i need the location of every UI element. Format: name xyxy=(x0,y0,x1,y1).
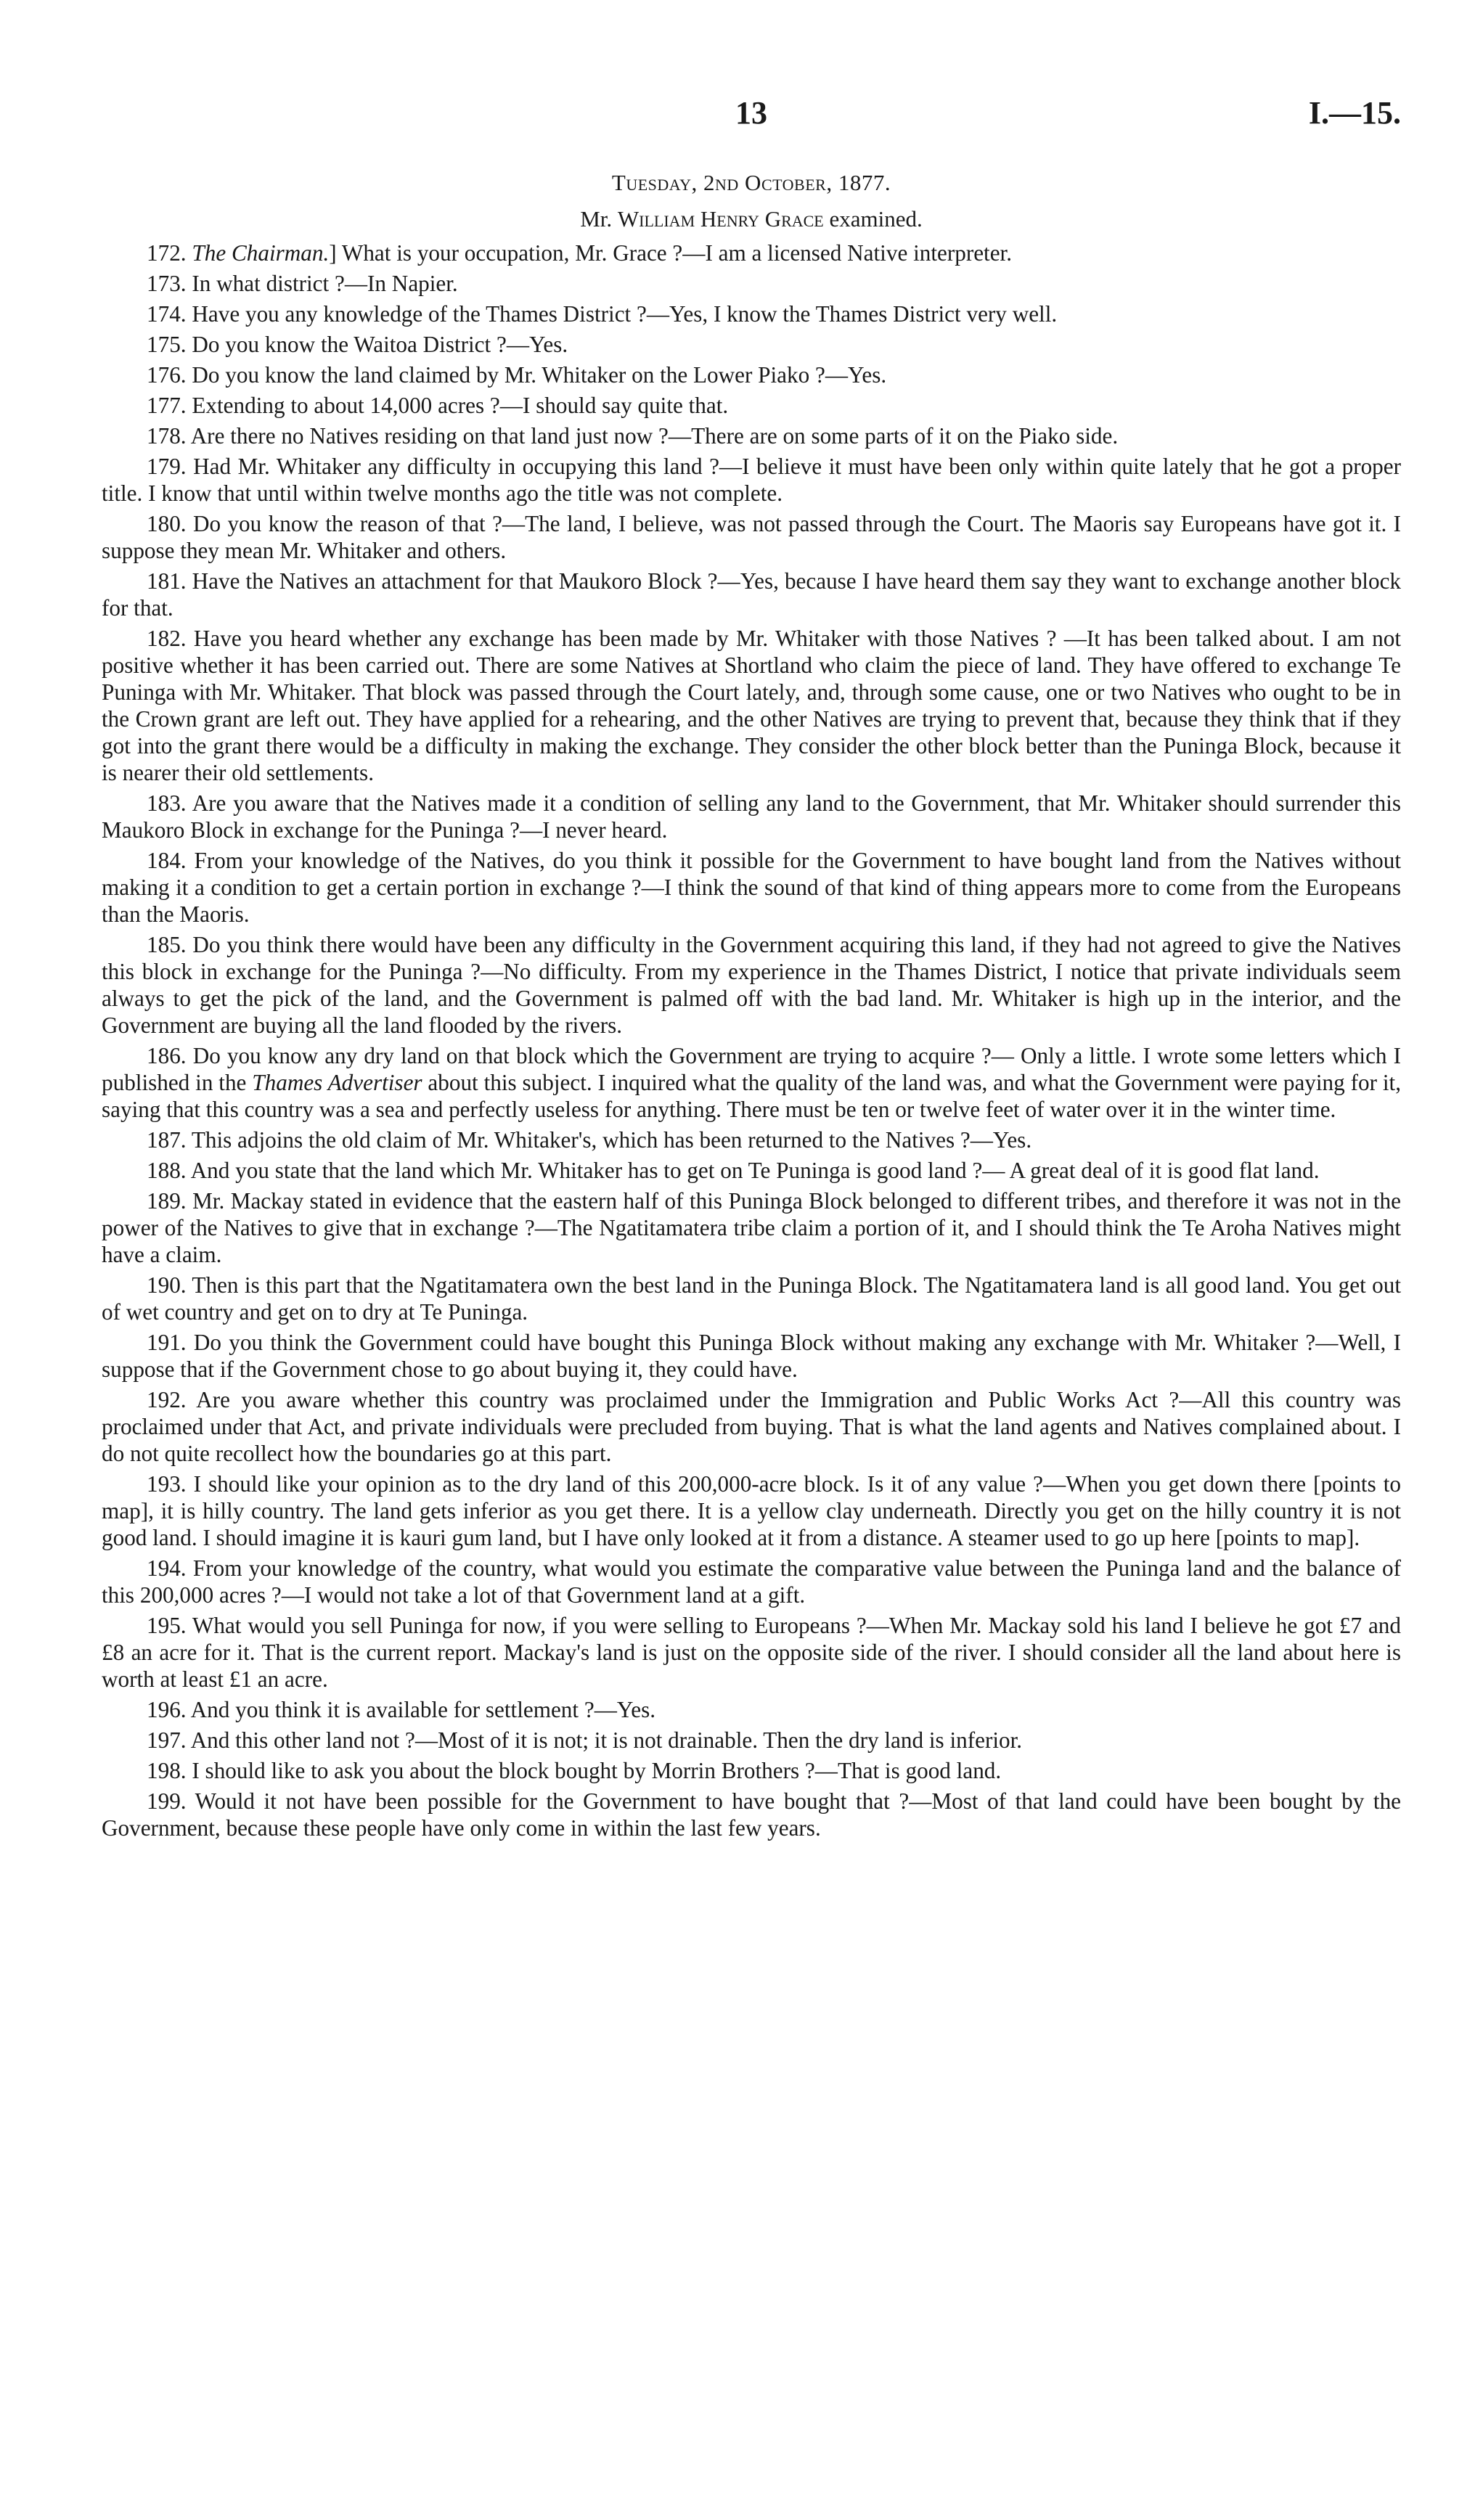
paragraph-text: And you think it is available for settlement ?—Yes. xyxy=(190,1697,656,1722)
question-number: 177. xyxy=(147,393,187,418)
witness-prefix: Mr. xyxy=(580,206,613,232)
question-number: 196. xyxy=(147,1697,187,1722)
series-reference: I.—15. xyxy=(1308,95,1401,131)
evidence-paragraph xyxy=(102,1042,1401,1123)
paragraph-text: What would you sell Puninga for now, if you were selling to Europeans ?—When Mr. Mackay sold his land I believe he got £7 and £8 an acre for it. That is the current report. Mackay's land is just on the opposite side of the river. I should consider all the land about here is worth at least £1 an acre. xyxy=(102,1613,1401,1692)
evidence-paragraph xyxy=(102,790,1401,843)
evidence-paragraph xyxy=(102,331,1401,358)
question-number: 199. xyxy=(147,1788,187,1814)
paragraph-text: Do you know the land claimed by Mr. Whitaker on the Lower Piako ?—Yes. xyxy=(192,362,887,388)
witness-heading xyxy=(102,206,1401,232)
question-number: 187. xyxy=(147,1127,187,1153)
publication-title: Thames Advertiser xyxy=(252,1070,422,1095)
evidence-paragraph xyxy=(102,1187,1401,1268)
question-number: 189. xyxy=(147,1188,187,1214)
evidence-paragraph xyxy=(102,1696,1401,1723)
paragraph-text: ] What is your occupation, Mr. Grace ?—I am a licensed Native interpreter. xyxy=(329,240,1013,266)
question-number: 184. xyxy=(147,848,187,873)
evidence-paragraph xyxy=(102,847,1401,928)
paragraph-text: From your knowledge of the country, what would you estimate the comparative value between the Puninga land and the balance of this 200,000 acres ?—I would not take a lot of that Government land at a gift. xyxy=(102,1555,1402,1608)
question-number: 181. xyxy=(147,568,187,594)
evidence-paragraph xyxy=(102,270,1401,297)
question-number: 193. xyxy=(147,1471,187,1497)
question-number: 188. xyxy=(147,1158,187,1183)
question-number: 197. xyxy=(147,1727,187,1753)
evidence-paragraph xyxy=(102,422,1401,449)
question-number: 191. xyxy=(147,1330,187,1355)
witness-suffix: examined. xyxy=(829,206,923,232)
paragraph-text: From your knowledge of the Natives, do you think it possible for the Government to have bought land from the Natives without making it a condition to get a certain portion in exchange ?—I think the sound of that kind of thing appears more to come from the Europeans than the Maoris. xyxy=(102,848,1401,927)
evidence-paragraph xyxy=(102,931,1401,1039)
paragraph-text: Then is this part that the Ngatitamatera own the best land in the Puninga Block. The Ngatitamatera land is all good land. You get out of wet country and get on to dry at Te Puninga. xyxy=(102,1272,1402,1325)
paragraph-text: Mr. Mackay stated in evidence that the eastern half of this Puninga Block belonged to different tribes, and therefore it was not in the power of the Natives to give that in exchange ?—The Ngatitamatera tribe claim a portion of it, and I should think the Te Aroha Natives might have a claim. xyxy=(102,1188,1401,1267)
witness-name: William Henry Grace xyxy=(617,206,824,232)
question-number: 198. xyxy=(147,1758,187,1783)
paragraph-text-tail: about this subject. I inquired what the quality of the land was, and what the Government were paying for it, saying that this country was a sea and perfectly useless for anything. There must be ten or twelve feet of water over it in the winter time. xyxy=(102,1070,1401,1122)
page-header xyxy=(102,94,1401,145)
paragraph-text: And you state that the land which Mr. Whitaker has to get on Te Puninga is good land ?— A great deal of it is good flat land. xyxy=(190,1158,1320,1183)
evidence-paragraph xyxy=(102,392,1401,419)
paragraph-text: And this other land not ?—Most of it is not; it is not drainable. Then the dry land is inferior. xyxy=(190,1727,1023,1753)
paragraph-text: Would it not have been possible for the Government to have bought that ?—Most of that land could have been bought by the Government, because these people have only come in within the last few years. xyxy=(102,1788,1402,1841)
document-page xyxy=(102,94,1401,2460)
question-number: 195. xyxy=(147,1613,187,1638)
evidence-paragraph xyxy=(102,453,1401,507)
page-number: 13 xyxy=(735,95,767,131)
evidence-paragraph xyxy=(102,1727,1401,1754)
question-number: 192. xyxy=(147,1387,187,1412)
paragraph-text: Have you heard whether any exchange has been made by Mr. Whitaker with those Natives ? —It has been talked about. I am not positive whether it has been carried out. There are some Natives at Shortland who claim the piece of land. They have offered to exchange Te Puninga with Mr. Whitaker. That block was passed through the Court lately, and, through some cause, one or two Natives who ought to be in the Crown grant are left out. They have applied for a rehearing, and the other Natives are trying to prevent that, because they think that if they got into the grant there would be a difficulty in making the exchange. They consider the other block better than the Puninga Block, because it is nearer their old settlements. xyxy=(102,626,1402,785)
question-number: 172. xyxy=(147,240,187,266)
question-number: 190. xyxy=(147,1272,187,1298)
paragraph-text: I should like your opinion as to the dry land of this 200,000-acre block. Is it of any value ?—When you get down there [points to map], it is hilly country. The land gets inferior as you get there. It is a yellow clay underneath. Directly you get on the hilly country it is not good land. I should imagine it is kauri gum land, but I have only looked at it from a distance. A steamer used to go up here [points to map]. xyxy=(102,1471,1401,1550)
paragraph-text: Extending to about 14,000 acres ?—I should say quite that. xyxy=(192,393,729,418)
evidence-paragraph xyxy=(102,568,1401,621)
question-number: 194. xyxy=(147,1555,187,1581)
evidence-paragraph xyxy=(102,1272,1401,1325)
paragraph-text: Have you any knowledge of the Thames District ?—Yes, I know the Thames District very well. xyxy=(192,301,1058,327)
paragraph-text: Had Mr. Whitaker any difficulty in occupying this land ?—I believe it must have been only within quite lately that he got a proper title. I know that until within twelve months ago the title was not complete. xyxy=(102,454,1401,506)
evidence-body xyxy=(102,240,1401,1841)
question-number: 183. xyxy=(147,790,187,816)
evidence-paragraph xyxy=(102,510,1401,564)
question-number: 182. xyxy=(147,626,187,651)
paragraph-text: Are there no Natives residing on that land just now ?—There are on some parts of it on the Piako side. xyxy=(190,423,1119,449)
evidence-paragraph xyxy=(102,1757,1401,1784)
paragraph-text: Do you know any dry land on that block which the Government are trying to acquire ?— Only a little. I wrote some letters which I published in the xyxy=(102,1043,1401,1095)
paragraph-text: Do you think the Government could have bought this Puninga Block without making any exchange with Mr. Whitaker ?—Well, I suppose that if the Government chose to go about buying it, they could have. xyxy=(102,1330,1402,1382)
question-number: 179. xyxy=(147,454,187,479)
question-number: 176. xyxy=(147,362,187,388)
evidence-paragraph xyxy=(102,1788,1401,1841)
paragraph-text: Are you aware whether this country was proclaimed under the Immigration and Public Works Act ?—All this country was proclaimed under that Act, and private individuals were precluded from buying. That is what the land agents and Natives complained about. I do not quite recollect how the boundaries go at this part. xyxy=(102,1387,1402,1466)
paragraph-text: Have the Natives an attachment for that Maukoro Block ?—Yes, because I have heard them say they want to exchange another block for that. xyxy=(102,568,1402,621)
evidence-paragraph xyxy=(102,1470,1401,1551)
evidence-paragraph xyxy=(102,1612,1401,1693)
question-number: 174. xyxy=(147,301,187,327)
paragraph-text: Are you aware that the Natives made it a condition of selling any land to the Government, that Mr. Whitaker should surrender this Maukoro Block in exchange for the Puninga ?—I never heard. xyxy=(102,790,1401,843)
session-date: Tuesday, 2nd October, 1877. xyxy=(611,170,891,195)
evidence-paragraph xyxy=(102,625,1401,786)
speaker-label: The Chairman. xyxy=(192,240,330,266)
paragraph-text: Do you think there would have been any difficulty in the Government acquiring this land, if they had not agreed to give the Natives this block in exchange for the Puninga ?—No difficulty. From my experience in the Thames District, I notice that private individuals seem always to get the pick of the land, and the Government is palmed off with the bad land. Mr. Whitaker is high up in the interior, and the Government are buying all the land flooded by the rivers. xyxy=(102,932,1402,1038)
evidence-paragraph xyxy=(102,1157,1401,1184)
question-number: 175. xyxy=(147,332,187,357)
evidence-paragraph xyxy=(102,300,1401,327)
evidence-paragraph xyxy=(102,1386,1401,1467)
question-number: 178. xyxy=(147,423,187,449)
question-number: 186. xyxy=(147,1043,187,1068)
paragraph-text: Do you know the Waitoa District ?—Yes. xyxy=(192,332,568,357)
paragraph-text: In what district ?—In Napier. xyxy=(192,271,458,296)
paragraph-text: Do you know the reason of that ?—The land, I believe, was not passed through the Court. The Maoris say Europeans have got it. I suppose they mean Mr. Whitaker and others. xyxy=(102,511,1402,563)
question-number: 173. xyxy=(147,271,187,296)
paragraph-text: This adjoins the old claim of Mr. Whitaker's, which has been returned to the Natives ?—Yes. xyxy=(191,1127,1032,1153)
evidence-paragraph xyxy=(102,361,1401,388)
evidence-paragraph xyxy=(102,1555,1401,1608)
paragraph-text: I should like to ask you about the block bought by Morrin Brothers ?—That is good land. xyxy=(192,1758,1002,1783)
evidence-paragraph xyxy=(102,240,1401,266)
question-number: 180. xyxy=(147,511,187,536)
evidence-paragraph xyxy=(102,1126,1401,1153)
evidence-paragraph xyxy=(102,1329,1401,1383)
question-number: 185. xyxy=(147,932,187,957)
